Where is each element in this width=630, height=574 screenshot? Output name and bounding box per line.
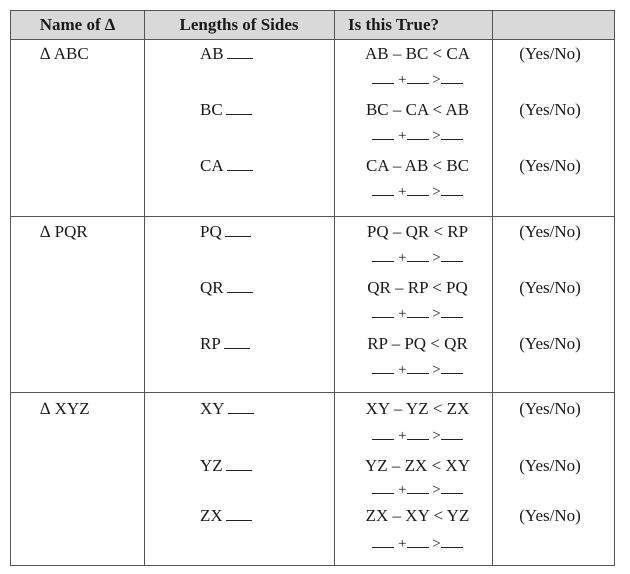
header-answer [492,11,616,39]
sum-line: + > [330,362,505,379]
side-length-blank[interactable] [226,519,252,521]
inequality: QR – RP < PQ [367,278,468,297]
yes-no-answer: (Yes/No) [519,100,581,119]
side-label: AB [200,44,253,64]
answer-blank[interactable] [407,546,429,548]
answer-blank[interactable] [407,316,429,318]
header-name-of-triangle: Name of ∆ [39,15,116,34]
sum-line: + > [330,128,505,145]
answer-blank[interactable] [407,138,429,140]
answer-blank[interactable] [441,194,463,196]
column-divider [144,11,145,565]
inequality: XY – YZ < ZX [365,399,470,418]
header-lengths-of-sides: Lengths of Sides [179,15,299,34]
header-is-this-true: Is this True? [348,15,440,34]
side-label: XY [200,399,254,419]
yes-no-answer: (Yes/No) [519,44,581,63]
side-length-blank[interactable] [224,347,250,349]
inequality: AB – BC < CA [365,44,470,63]
sum-line: + > [330,536,505,553]
side-label: YZ [200,456,252,476]
answer-blank[interactable] [407,372,429,374]
inequality: BC – CA < AB [365,100,470,119]
answer-blank[interactable] [407,194,429,196]
answer-blank[interactable] [407,260,429,262]
answer-blank[interactable] [407,492,429,494]
side-length-blank[interactable] [227,57,253,59]
answer-blank[interactable] [372,372,394,374]
answer-blank[interactable] [372,82,394,84]
triangle-name: ∆ XYZ [40,399,90,418]
sum-line: + > [330,184,505,201]
yes-no-answer: (Yes/No) [519,278,581,297]
yes-no-answer: (Yes/No) [519,456,581,475]
answer-blank[interactable] [441,260,463,262]
answer-blank[interactable] [372,194,394,196]
answer-blank[interactable] [372,316,394,318]
side-length-blank[interactable] [228,412,254,414]
yes-no-answer: (Yes/No) [519,222,581,241]
table-header [11,11,614,40]
answer-blank[interactable] [407,82,429,84]
sum-line: + > [330,306,505,323]
sum-line: + > [330,72,505,89]
side-length-blank[interactable] [226,113,252,115]
side-length-blank[interactable] [227,291,253,293]
answer-blank[interactable] [407,438,429,440]
side-length-blank[interactable] [227,169,253,171]
answer-blank[interactable] [441,316,463,318]
yes-no-answer: (Yes/No) [519,334,581,353]
side-label: CA [200,156,253,176]
answer-blank[interactable] [441,546,463,548]
yes-no-answer: (Yes/No) [519,156,581,175]
sum-line: + > [330,482,505,499]
side-label: RP [200,334,250,354]
answer-blank[interactable] [441,138,463,140]
side-length-blank[interactable] [225,235,251,237]
yes-no-answer: (Yes/No) [519,506,581,525]
side-label: PQ [200,222,251,242]
side-label: ZX [200,506,252,526]
answer-blank[interactable] [372,260,394,262]
inequality: RP – PQ < QR [367,334,468,353]
sum-line: + > [330,428,505,445]
answer-blank[interactable] [372,546,394,548]
group-divider [11,216,614,217]
answer-blank[interactable] [372,492,394,494]
yes-no-answer: (Yes/No) [519,399,581,418]
answer-blank[interactable] [441,492,463,494]
side-label: BC [200,100,252,120]
answer-blank[interactable] [372,138,394,140]
inequality: CA – AB < BC [365,156,470,175]
inequality: ZX – XY < YZ [365,506,470,525]
answer-blank[interactable] [441,82,463,84]
triangle-name: ∆ PQR [40,222,88,241]
inequality: YZ – ZX < XY [365,456,470,475]
group-divider [11,392,614,393]
answer-blank[interactable] [441,438,463,440]
triangle-name: ∆ ABC [40,44,89,63]
side-label: QR [200,278,253,298]
side-length-blank[interactable] [226,469,252,471]
sum-line: + > [330,250,505,267]
answer-blank[interactable] [441,372,463,374]
answer-blank[interactable] [372,438,394,440]
inequality: PQ – QR < RP [366,222,469,241]
